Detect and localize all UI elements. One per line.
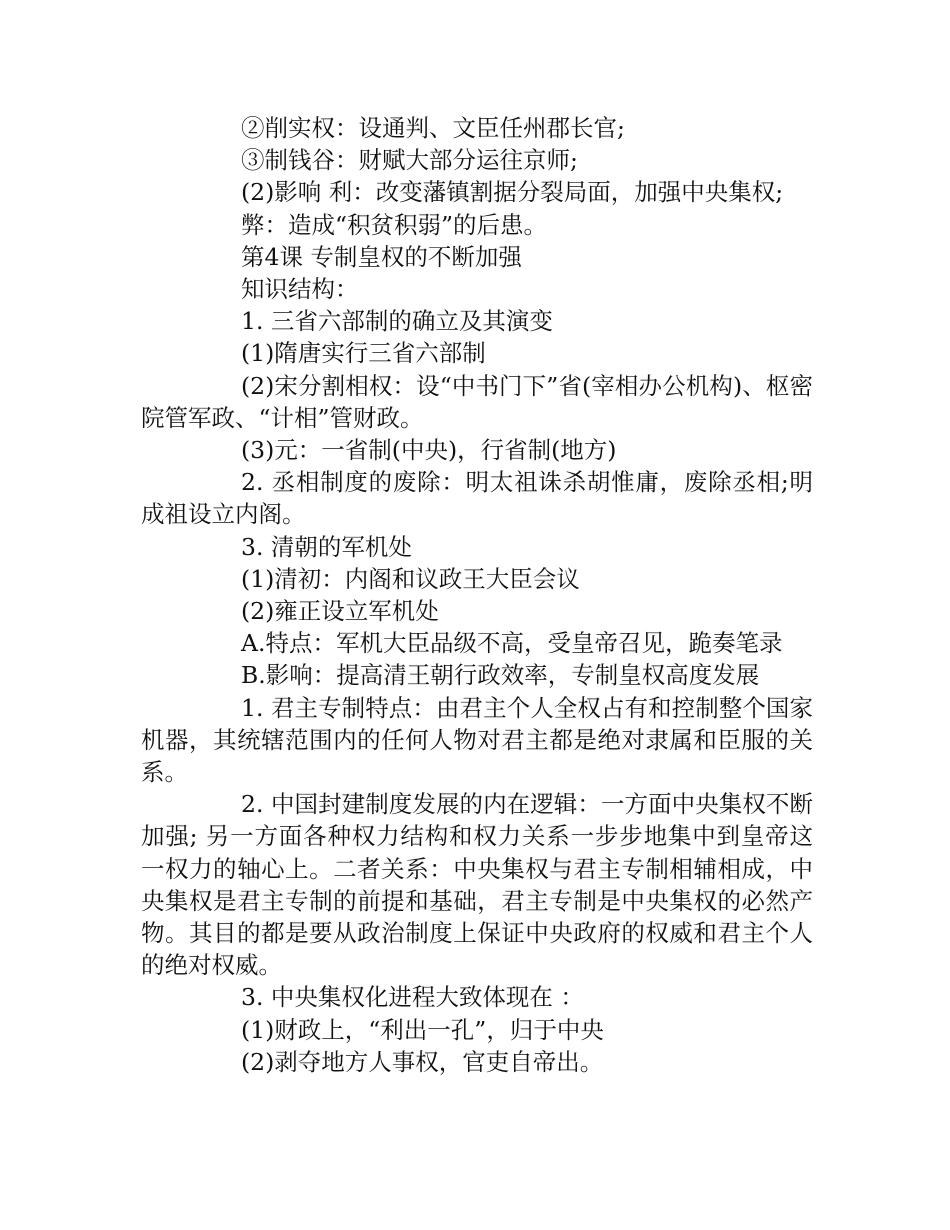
paragraph: (1)财政上，“利出一孔”，归于中央 [241, 1015, 604, 1044]
paragraph: 1. 君主专制特点：由君主个人全权占有和控制整个国家机器，其统辖范围内的任何人物对君主都是绝对隶属和臣服的关系。 [141, 693, 813, 787]
paragraph: (1)清初：内阁和议政王大臣会议 [241, 564, 580, 593]
paragraph: (2)剥夺地方人事权，官吏自帝出。 [241, 1047, 604, 1076]
paragraph: (1)隋唐实行三省六部制 [241, 339, 486, 368]
paragraph: B.影响：提高清王朝行政效率，专制皇权高度发展 [241, 661, 760, 690]
paragraph: 2. 丞相制度的废除：明太祖诛杀胡惟庸，废除丞相;明成祖设立内阁。 [141, 468, 813, 529]
paragraph: ②削实权：设通判、文臣任州郡长官; [241, 114, 625, 142]
paragraph: (3)元：一省制(中央)，行省制(地方) [241, 436, 617, 465]
lesson-heading: 第4课 专制皇权的不断加强 [241, 242, 522, 271]
paragraph: 1. 三省六部制的确立及其演变 [241, 307, 553, 336]
paragraph: A.特点：军机大臣品级不高，受皇帝召见，跪奏笔录 [241, 629, 783, 658]
paragraph: 知识结构： [241, 275, 359, 304]
paragraph: 3. 清朝的军机处 [241, 532, 412, 561]
paragraph: ③制钱谷：财赋大部分运往京师; [241, 146, 578, 175]
paragraph: (2)宋分割相权：设“中书门下”省(宰相办公机构)、枢密院管军政、“计相”管财政。 [141, 371, 813, 432]
paragraph: 2. 中国封建制度发展的内在逻辑：一方面中央集权不断加强; 另一方面各种权力结构和权力关系一步步地集中到皇帝这一权力的轴心上。二者关系：中央集权与君主专制相辅相成，中央集权是君主专制的前提和基础，君主专制是中央集权的必然产物。其目的都是要从政治制度上保证中央政府的权威和君主个人的绝对权威。 [141, 790, 813, 980]
document-body [141, 112, 813, 1078]
paragraph: (2)影响 利：改变藩镇割据分裂局面，加强中央集权; [241, 178, 784, 207]
paragraph: 弊：造成“积贫积弱”的后患。 [241, 210, 548, 239]
paragraph: 3. 中央集权化进程大致体现在 ： [241, 983, 584, 1012]
paragraph: (2)雍正设立军机处 [241, 597, 439, 626]
